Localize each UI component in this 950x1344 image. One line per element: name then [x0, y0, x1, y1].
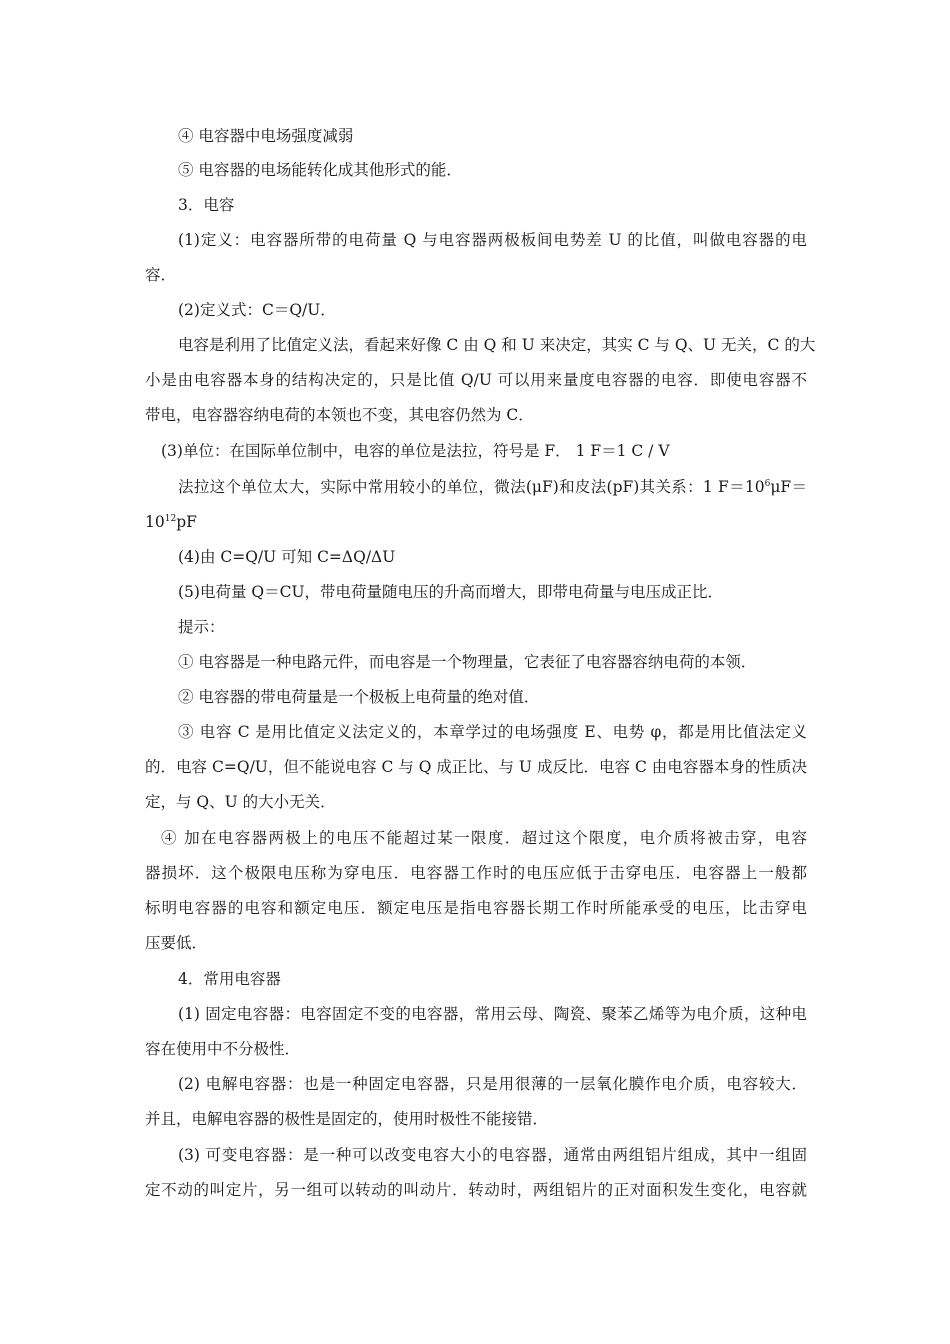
text-line-28: (2) 电解电容器：也是一种固定电容器，只是用很薄的一层氧化膜作电介质，电容较大．	[178, 1075, 807, 1093]
farad-relation-line	[145, 475, 807, 499]
text-line-27: 容在使用中不分极性．	[145, 1040, 301, 1058]
text-line-14: (5)电荷量 Q＝CU，带电荷量随电压的升高而增大，即带电荷量与电压成正比．	[178, 583, 724, 601]
text-line-23: 标明电容器的电容和额定电压．额定电压是指电容器长期工作时所能承受的电压，比击穿电	[145, 899, 807, 917]
unit-pf: pF	[176, 513, 197, 531]
exponent-12: 12	[164, 514, 177, 524]
text-line-8: 小是由电容器本身的结构决定的，只是比值 Q/U 可以用来量度电容器的电容．即使电容器不	[145, 371, 807, 389]
text-line-2: ⑤ 电容器的电场能转化成其他形式的能．	[178, 161, 462, 179]
farad-relation-mid: μF＝	[770, 478, 807, 496]
text-line-6: (2)定义式：C＝Q/U．	[178, 301, 336, 319]
text-line-1: ④ 电容器中电场强度减弱	[178, 127, 354, 145]
text-line-29: 并且，电解电容器的极性是固定的，使用时极性不能接错．	[145, 1110, 549, 1128]
text-line-10: (3)单位：在国际单位制中，电容的单位是法拉，符号是 F． 1 F＝1 C / V	[161, 442, 670, 460]
exponent-6: 6	[764, 479, 771, 489]
text-line-20: 定，与 Q、U 的大小无关．	[145, 793, 336, 811]
text-line-18: ③ 电容 C 是用比值定义法定义的，本章学过的电场强度 E、电势 φ，都是用比值法定义	[178, 723, 807, 741]
text-line-26: (1) 固定电容器：电容固定不变的电容器，常用云母、陶瓷、聚苯乙烯等为电介质，这种电	[178, 1005, 807, 1023]
section-heading-capacitance: 3．电容	[178, 196, 235, 214]
farad-relation-text: 法拉这个单位太大，实际中常用较小的单位，微法(μF)和皮法(pF)其关系：1 F＝10	[178, 478, 765, 496]
text-line-9: 带电，电容器容纳电荷的本领也不变，其电容仍然为 C．	[145, 406, 534, 424]
text-line-19: 的．电容 C=Q/U，但不能说电容 C 与 Q 成正比、与 U 成反比．电容 C 由电容器本身的性质决	[145, 758, 807, 776]
tips-heading: 提示：	[178, 618, 225, 636]
base-10: 10	[145, 513, 165, 531]
text-line-4: (1)定义：电容器所带的电荷量 Q 与电容器两极板间电势差 U 的比值，叫做电容器的电	[178, 231, 807, 249]
text-line-16: ① 电容器是一种电路元件，而电容是一个物理量，它表征了电容器容纳电荷的本领．	[178, 653, 757, 671]
text-line-7: 电容是利用了比值定义法，看起来好像 C 由 Q 和 U 来决定，其实 C 与 Q、U 无关，C 的大	[178, 336, 816, 354]
text-line-17: ② 电容器的带电荷量是一个极板上电荷量的绝对值．	[178, 688, 540, 706]
text-line-22: 器损坏．这个极限电压称为穿电压．电容器工作时的电压应低于击穿电压．电容器上一般都	[145, 864, 807, 882]
text-line-5: 容．	[145, 266, 177, 284]
farad-relation-line-2	[145, 510, 807, 534]
section-heading-common-capacitors: 4．常用电容器	[178, 970, 281, 988]
text-line-13: (4)由 C=Q/U 可知 C=ΔQ/ΔU	[178, 548, 396, 566]
text-line-24: 压要低．	[145, 934, 208, 952]
text-line-30: (3) 可变电容器：是一种可以改变电容大小的电容器，通常由两组铝片组成，其中一组固	[178, 1146, 807, 1164]
text-line-31: 定不动的叫定片，另一组可以转动的叫动片．转动时，两组铝片的正对面积发生变化，电容就	[145, 1181, 807, 1199]
text-line-21: ④ 加在电容器两极上的电压不能超过某一限度．超过这个限度，电介质将被击穿，电容	[161, 829, 807, 847]
